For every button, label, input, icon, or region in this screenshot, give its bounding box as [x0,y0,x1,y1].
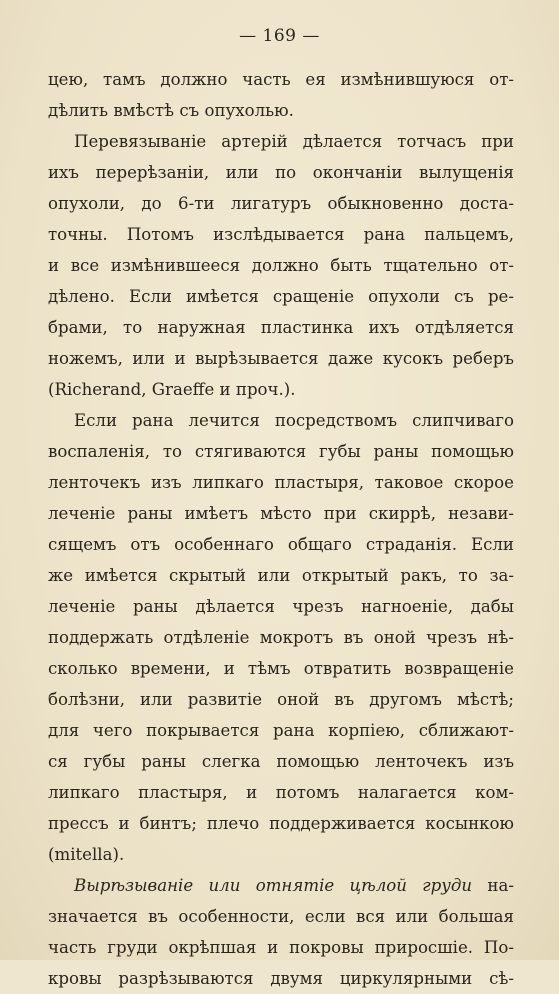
paragraph [48,126,514,405]
text-line: для чего покрывается рана корпіею, сближают- [48,721,514,740]
text-fragment: на- [472,876,514,895]
page-number: — 169 — [239,26,320,46]
text-line: кровы разрѣзываются двумя циркулярными сѣ- [48,969,514,988]
text-line: сколько времени, и тѣмъ отвратить возвращеніе [48,659,514,678]
text-line: липкаго пластыря, и потомъ налагается ком- [48,783,514,802]
body-text [48,64,514,994]
text-line: дѣлить вмѣстѣ съ опухолью. [48,101,294,120]
text-line: леченіе раны имѣетъ мѣсто при скиррѣ, незави- [48,504,514,523]
text-line: Если рана лечится посредствомъ слипчиваго [74,411,514,430]
text-line [48,870,514,901]
text-line: воспаленія, то стягиваются губы раны помощью [48,442,514,461]
text-line: часть груди окрѣпшая и покровы приросшіе. По- [48,938,514,957]
text-line: ихъ перерѣзаніи, или по окончаніи вылущенія [48,163,514,182]
text-line: леченіе раны дѣлается чрезъ нагноеніе, дабы [48,597,514,616]
text-line: (Richerand, Graeffe и проч.). [48,380,296,399]
text-line: сящемъ отъ особеннаго общаго страданія. Если [48,535,514,554]
text-line: брами, то наружная пластинка ихъ отдѣляется [48,318,514,337]
paragraph [48,64,514,126]
text-line: опухоли, до 6-ти лигатуръ обыкновенно доста- [48,194,514,213]
text-line: ленточекъ изъ липкаго пластыря, таковое скорое [48,473,514,492]
text-line: значается въ особенности, если вся или большая [48,907,514,926]
text-line: цею, тамъ должно часть ея измѣнившуюся от- [48,70,514,89]
text-line: поддержать отдѣленіе мокротъ въ оной чрезъ нѣ- [48,628,514,647]
text-line: (mitella). [48,845,125,864]
text-line: ножемъ, или и вырѣзывается даже кусокъ реберъ [48,349,514,368]
text-line: болѣзни, или развитіе оной въ другомъ мѣстѣ; [48,690,514,709]
text-line: точны. Потомъ изслѣдывается рана пальцемъ, [48,225,514,244]
text-line: ся губы раны слегка помощью ленточекъ изъ [48,752,514,771]
text-line: же имѣется скрытый или открытый ракъ, то за- [48,566,514,585]
italic-heading: Вырѣзываніе или отнятіе цѣлой груди [74,876,473,895]
text-line: и все измѣнившееся должно быть тщательно от- [48,256,514,275]
paragraph [48,405,514,870]
text-line: прессъ и бинтъ; плечо поддерживается косынкою [48,814,514,833]
text-line: дѣлено. Если имѣется сращеніе опухоли съ ре- [48,287,514,306]
paragraph [48,870,514,994]
text-line: Перевязываніе артерій дѣлается тотчасъ при [74,132,514,151]
